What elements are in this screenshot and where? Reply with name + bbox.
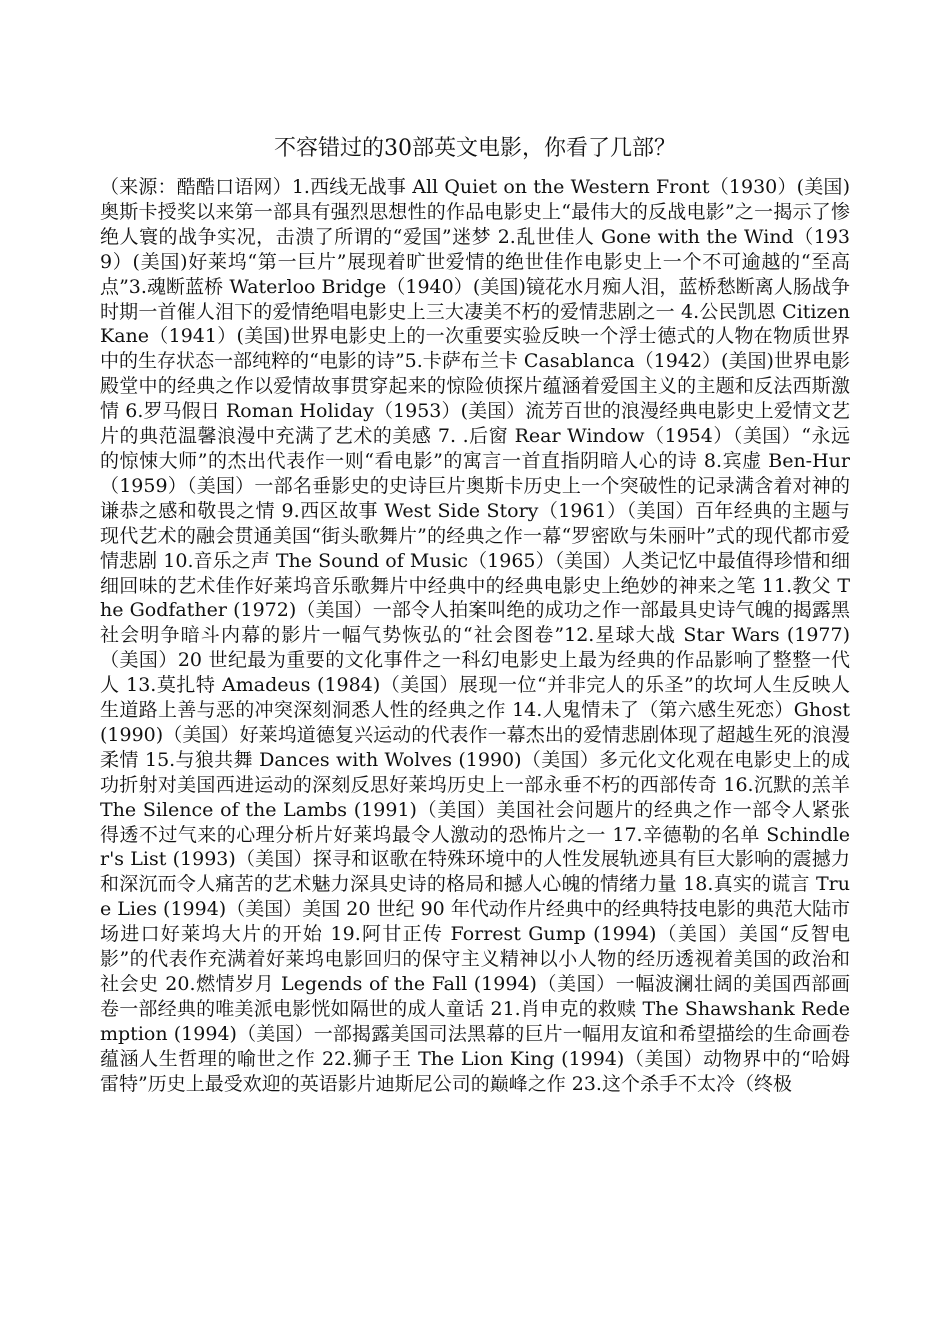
- document-title: 不容错过的30部英文电影，你看了几部？: [274, 136, 676, 161]
- document-body-text: （来源：酷酷口语网）1.西线无战事 All Quiet on the Western Front（1930）(美国)奥斯卡授奖以来第一部具有强烈思想性的作品电影史上“最伟大的反战电影”之一揭示了惨绝人寰的战争实况，击溃了所谓的“爱国”迷梦 2.乱世佳人 Gone with the Wind（1939）(美国)好莱坞“第一巨片”展现着旷世爱情的绝世佳作电影史上一个不可逾越的“至高点”3.魂断蓝桥 Waterloo Bridge（1940）(美国)镜花水月痴人泪，蓝桥愁断离人肠战争时期一首催人泪下的爱情绝唱电影史上三大凄美不朽的爱情悲剧之一 4.公民凯恩 Citizen Kane（1941）(美国)世界电影史上的一次重要实验反映一个浮士德式的人物在物质世界中的生存状态一部纯粹的“电影的诗”5.卡萨布兰卡 Casablanca（1942）(美国)世界电影殿堂中的经典之作以爱情故事贯穿起来的惊险侦探片蕴涵着爱国主义的主题和反法西斯激情 6.罗马假日 Roman Holiday（1953）(美国）流芳百世的浪漫经典电影史上爱情文艺片的典范温馨浪漫中充满了艺术的美感 7. .后窗 Rear Window（1954）（美国）“永远的惊悚大师”的杰出代表作一则“看电影”的寓言一首直指阴暗人心的诗 8.宾虚 Ben-Hur（1959）（美国）一部名垂影史的史诗巨片奥斯卡历史上一个突破性的记录满含着对神的谦恭之感和敬畏之情 9.西区故事 West Side Story（1961）（美国）百年经典的主题与现代艺术的融会贯通美国“街头歌舞片”的经典之作一幕“罗密欧与朱丽叶”式的现代都市爱情悲剧 10.音乐之声 The Sound of Music（1965）（美国）人类记忆中最值得珍惜和细细回味的艺术佳作好莱坞音乐歌舞片中经典中的经典电影史上绝妙的神来之笔 11.教父 The Godfather (1972)（美国）一部令人拍案叫绝的成功之作一部最具史诗气魄的揭露黑社会明争暗斗内幕的影片一幅气势恢弘的“社会图卷”12.星球大战 Star Wars (1977)（美国）20 世纪最为重要的文化事件之一科幻电影史上最为经典的作品影响了整整一代人 13.莫扎特 Amadeus (1984)（美国）展现一位“并非完人的乐圣”的坎坷人生反映人生道路上善与恶的冲突深刻洞悉人性的经典之作 14.人鬼情未了（第六感生死恋）Ghost (1990)（美国）好莱坞道德复兴运动的代表作一幕杰出的爱情悲剧体现了超越生死的浪漫柔情 15.与狼共舞 Dances with Wolves (1990)（美国）多元化文化观在电影史上的成功折射对美国西进运动的深刻反思好莱坞历史上一部永垂不朽的西部传奇 16.沉默的羔羊 The Silence of the Lambs (1991)（美国）美国社会问题片的经典之作一部令人紧张得透不过气来的心理分析片好莱坞最令人激动的恐怖片之一 17.辛德勒的名单 Schindler's List (1993)（美国）探寻和讴歌在特殊环境中的人性发展轨迹具有巨大影响的震撼力和深沉而令人痛苦的艺术魅力深具史诗的格局和撼人心魄的情绪力量 18.真实的谎言 True Lies (1994)（美国）美国 20 世纪 90 年代动作片经典中的经典特技电影的典范大陆市场进口好莱坞大片的开始 19.阿甘正传 Forrest Gump (1994)（美国）美国“反智电影”的代表作充满着好莱坞电影回归的保守主义精神以小人物的经历透视着美国的政治和社会史 20.燃情岁月 Legends of the Fall (1994)（美国）一幅波澜壮阔的美国西部画卷一部经典的唯美派电影恍如隔世的成人童话 21.肖申克的救赎 The Shawshank Redemption (1994)（美国）一部揭露美国司法黑幕的巨片一幅用友谊和希望描绘的生命画卷蕴涵人生哲理的喻世之作 22.狮子王 The Lion King (1994)（美国）动物界中的“哈姆雷特”历史上最受欢迎的英语影片迪斯尼公司的巅峰之作 23.这个杀手不太冷（终极: [100, 176, 850, 1095]
